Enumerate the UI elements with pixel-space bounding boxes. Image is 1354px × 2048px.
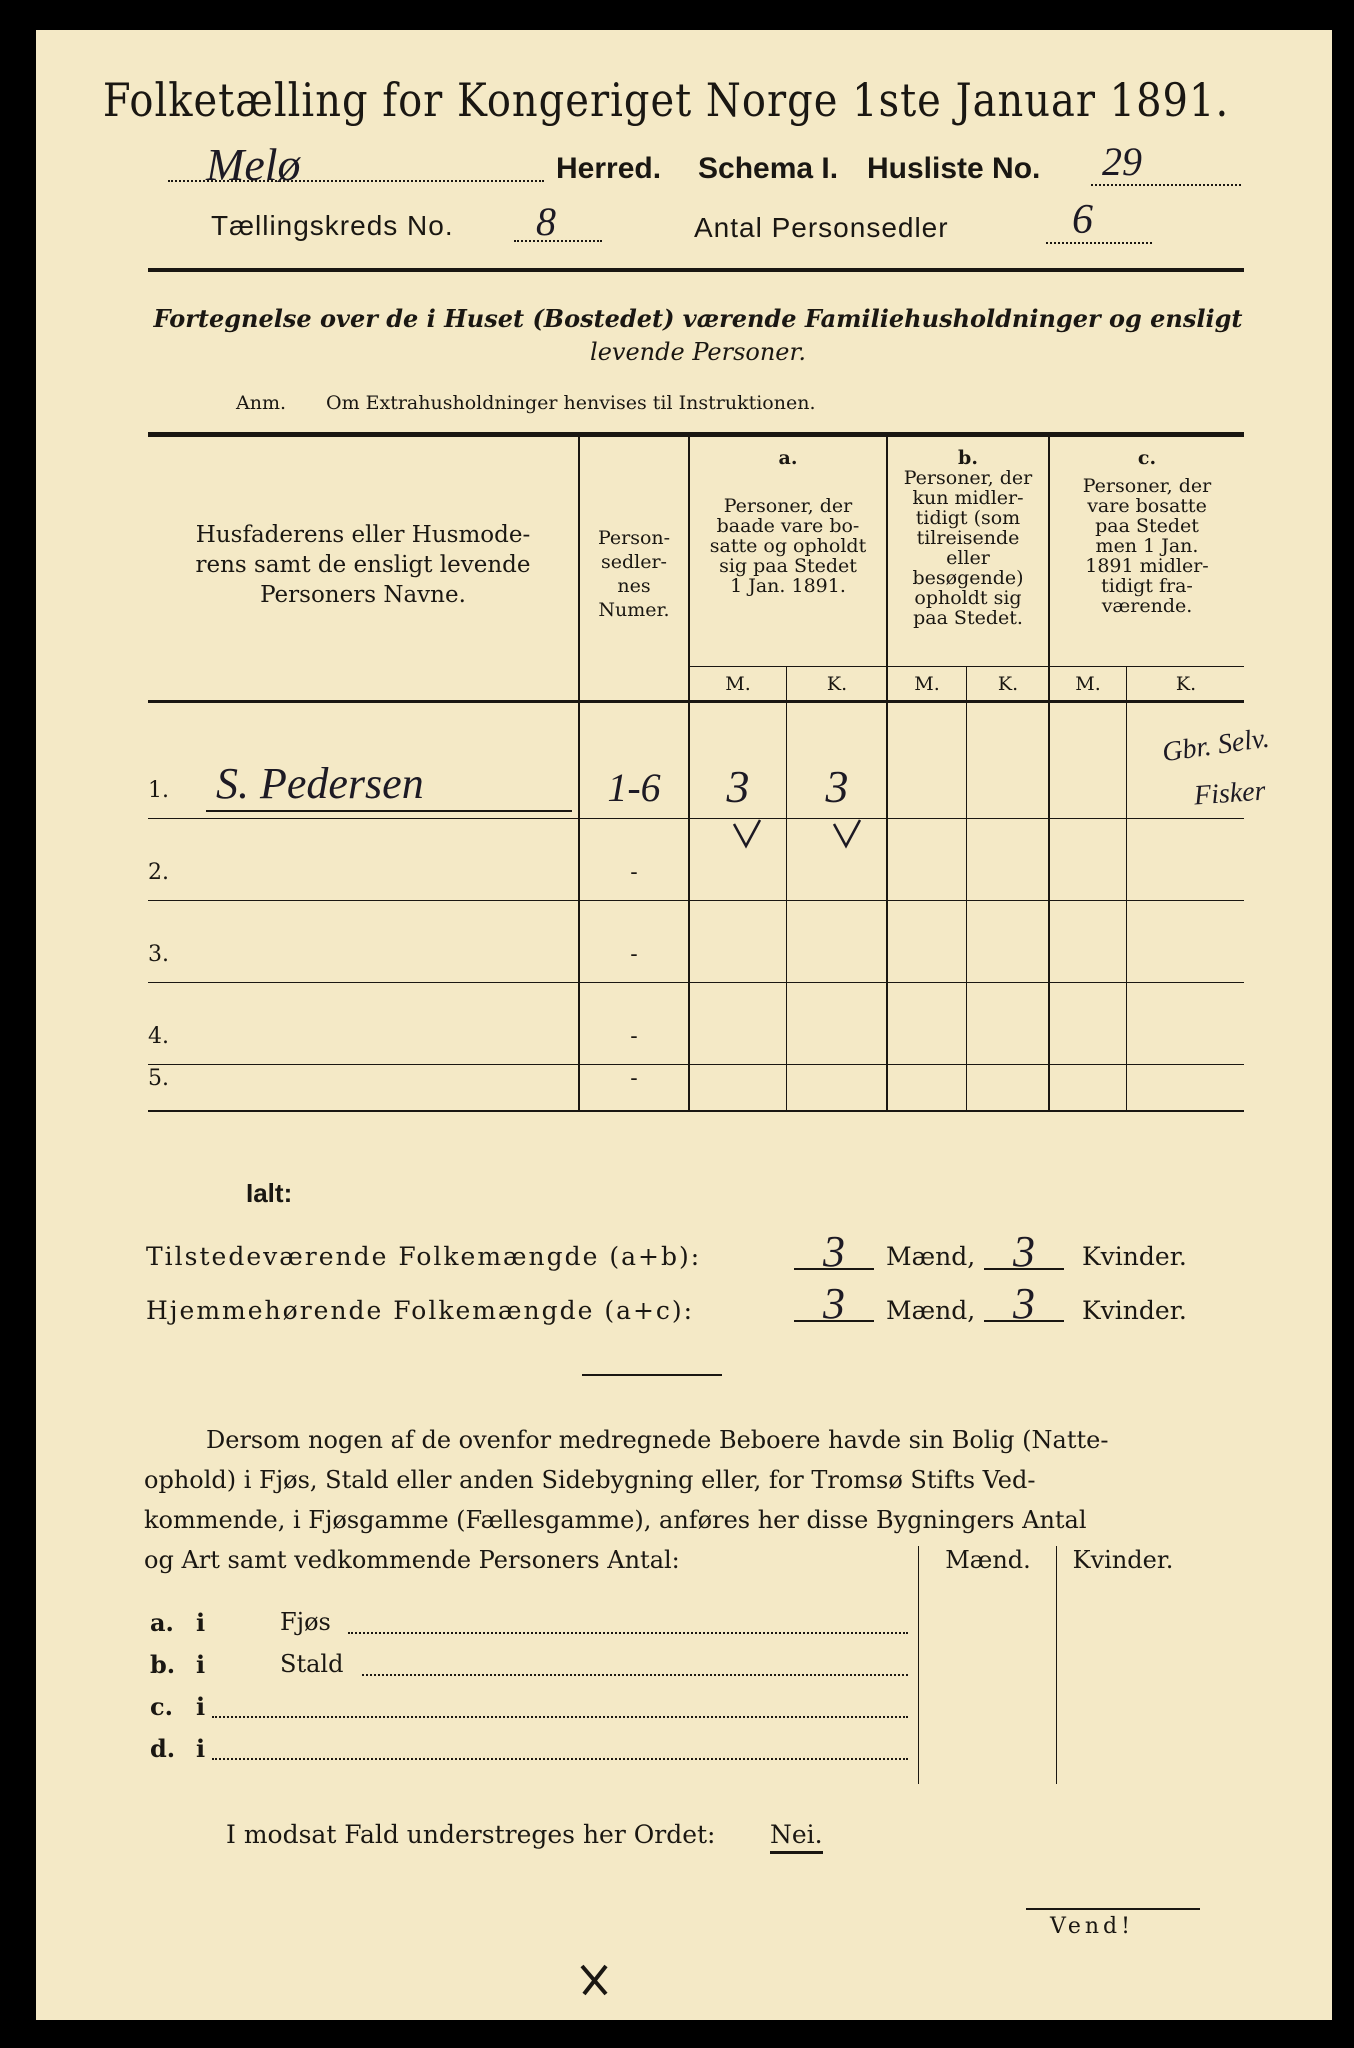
col-divider-b-mk (966, 667, 967, 1110)
row-number-3: 3. (148, 942, 169, 967)
bolig-maend-head: Mænd. (945, 1546, 1031, 1574)
item-b-i: i (196, 1650, 206, 1679)
table-header-rule (148, 700, 1244, 703)
row-4-num: - (630, 1024, 638, 1049)
row-rule-3 (148, 982, 1244, 983)
item-d-letter: d. (150, 1734, 176, 1763)
row-3-num: - (630, 942, 638, 967)
c-m-head: M. (1075, 673, 1101, 695)
modsat-text: I modsat Fald understreges her Ordet: (226, 1820, 716, 1849)
census-form-sheet (36, 30, 1332, 2020)
a-k-head: K. (826, 673, 848, 695)
row-number-4: 4. (148, 1024, 169, 1049)
item-c-dotline (212, 1716, 908, 1718)
bolig-line-3: kommende, i Fjøsgamme (Fællesgamme), anføres her disse Bygningers Antal (144, 1506, 1087, 1534)
col-b-letter: b. (958, 447, 978, 469)
col-b-line-4: tilreisende (916, 527, 1020, 549)
bolig-kvinder-head: Kvinder. (1072, 1546, 1174, 1574)
hjem-label: Hjemmehørende Folkemængde (a+c): (146, 1296, 695, 1325)
item-a-dotline (348, 1632, 908, 1634)
row-5-num: - (630, 1066, 638, 1091)
vend-rule (1026, 1908, 1200, 1910)
row-rule-2 (148, 900, 1244, 901)
row-number-1: 1. (148, 778, 169, 803)
form-title: Folketælling for Kongeriget Norge 1ste Januar 1891. (102, 74, 1230, 128)
a-m-head: M. (725, 673, 751, 695)
intro-line-2: levende Personer. (590, 338, 806, 366)
col-c-line-7: værende. (1101, 595, 1193, 617)
col-c-line-3: paa Stedet (1095, 515, 1199, 537)
col-divider-c-mk (1126, 667, 1127, 1110)
tilst-label: Tilstedeværende Folkemængde (a+b): (146, 1242, 702, 1271)
col-a-line-2: baade vare bo- (716, 515, 860, 537)
item-a-i: i (196, 1608, 206, 1637)
col-b-line-7: opholdt sig (914, 587, 1022, 609)
hjem-maend: Mænd, (886, 1296, 976, 1325)
row-1-a-k: 3 (825, 761, 849, 812)
hjem-m-value: 3 (823, 1279, 845, 1328)
col-divider-a-mk (786, 667, 787, 1110)
col-names-line-2: rens samt de ensligt levende (195, 552, 531, 578)
col-c-line-4: men 1 Jan. (1095, 535, 1199, 557)
col-c-line-2: vare bosatte (1087, 495, 1207, 517)
antal-dotline (1046, 242, 1152, 244)
col-a-line-5: 1 Jan. 1891. (730, 575, 846, 597)
bolig-line-4: og Art samt vedkommende Personers Antal: (144, 1546, 680, 1574)
item-b-letter: b. (150, 1650, 176, 1679)
col-b-line-6: besøgende) (912, 567, 1024, 589)
bolig-col-divider-2 (1056, 1546, 1057, 1784)
item-b-label: Stald (280, 1650, 344, 1678)
separator-rule (582, 1374, 722, 1376)
table-bottom-rule (148, 1110, 1244, 1112)
antal-label: Antal Personsedler (694, 212, 949, 243)
stray-x-mark (576, 1960, 616, 2000)
col-c-line-1: Personer, der (1082, 475, 1212, 497)
anm-label: Anm. (236, 392, 287, 414)
vend-text: Vend! (1050, 1914, 1134, 1939)
col-a-header (690, 448, 886, 596)
col-num-header (580, 526, 688, 622)
item-c-letter: c. (150, 1692, 173, 1721)
intro-line-1: Fortegnelse over de i Huset (Bostedet) værende Familiehusholdninger og ensligt (153, 304, 1243, 333)
b-k-head: K. (997, 673, 1019, 695)
row-1-name-underline (206, 810, 572, 812)
col-c-line-5: 1891 midler- (1085, 555, 1209, 577)
row-1-note: Gbr. Selv. (1160, 722, 1272, 769)
row-rule-1 (148, 818, 1244, 819)
item-a-label: Fjøs (280, 1608, 331, 1636)
item-c-i: i (196, 1692, 206, 1721)
row-rule-4 (148, 1064, 1244, 1065)
col-b-header (888, 448, 1048, 628)
tilst-k-value: 3 (1013, 1227, 1035, 1276)
col-names-line-3: Personers Navne. (260, 582, 466, 608)
row-number-5: 5. (148, 1066, 169, 1091)
kreds-dotline (514, 240, 602, 242)
col-a-line-4: sig paa Stedet (719, 555, 857, 577)
row-1-num: 1-6 (607, 765, 661, 810)
col-c-letter: c. (1137, 447, 1157, 469)
bolig-col-divider-1 (918, 1546, 919, 1784)
item-a-letter: a. (150, 1608, 174, 1637)
col-a-letter: a. (778, 447, 798, 469)
item-d-dotline (212, 1758, 908, 1760)
col-names-header (148, 520, 578, 610)
col-names-line-1: Husfaderens eller Husmode- (195, 522, 531, 548)
col-a-line-3: satte og opholdt (709, 535, 867, 557)
col-b-line-8: paa Stedet. (913, 607, 1023, 629)
col-num-line-3: nes (617, 575, 651, 597)
col-b-line-5: eller (946, 547, 990, 569)
col-c-line-6: tidigt fra- (1101, 575, 1193, 597)
row-1-a-m: 3 (726, 761, 750, 812)
row-1-name: S. Pedersen (216, 759, 424, 808)
schema-label: Schema I. (698, 152, 839, 185)
hjem-kvinder: Kvinder. (1082, 1296, 1187, 1325)
col-b-line-1: Personer, der (903, 467, 1033, 489)
kreds-value: 8 (536, 199, 556, 244)
tilst-m-value: 3 (823, 1227, 845, 1276)
table-top-rule (148, 432, 1244, 437)
col-num-line-1: Person- (597, 527, 671, 549)
kreds-label: Tællingskreds No. (211, 210, 454, 241)
anm-text: Om Extrahusholdninger henvises til Instruktionen. (326, 392, 816, 414)
b-m-head: M. (914, 673, 940, 695)
ialt-label: Ialt: (246, 1178, 293, 1208)
row-number-2: 2. (148, 860, 169, 885)
header-rule (148, 268, 1244, 272)
tilst-kvinder: Kvinder. (1082, 1242, 1187, 1271)
herred-value: Melø (206, 139, 301, 190)
row-2-note: Fisker (1192, 775, 1267, 812)
hjem-k-value: 3 (1013, 1279, 1035, 1328)
col-num-line-4: Numer. (598, 599, 670, 621)
col-c-header (1050, 448, 1244, 616)
item-b-dotline (362, 1674, 908, 1676)
husliste-value: 29 (1102, 139, 1142, 184)
husliste-label: Husliste No. (867, 152, 1041, 185)
antal-value: 6 (1072, 197, 1093, 243)
bolig-line-1: Dersom nogen af de ovenfor medregnede Beboere havde sin Bolig (Natte- (206, 1426, 1109, 1454)
check-marks (726, 816, 876, 856)
mk-header-rule (690, 666, 1244, 667)
nei-word: Nei. (770, 1820, 823, 1854)
col-a-line-1: Personer, der (723, 495, 853, 517)
col-num-line-2: sedler- (601, 551, 667, 573)
col-b-line-2: kun midler- (912, 487, 1024, 509)
bolig-line-2: ophold) i Fjøs, Stald eller anden Sidebygning eller, for Tromsø Stifts Ved- (144, 1466, 1036, 1494)
item-d-i: i (196, 1734, 206, 1763)
row-2-num: - (630, 860, 638, 885)
c-k-head: K. (1175, 673, 1197, 695)
tilst-maend: Mænd, (886, 1242, 976, 1271)
herred-label: Herred. (556, 152, 662, 185)
col-b-line-3: tidigt (som (915, 507, 1021, 529)
